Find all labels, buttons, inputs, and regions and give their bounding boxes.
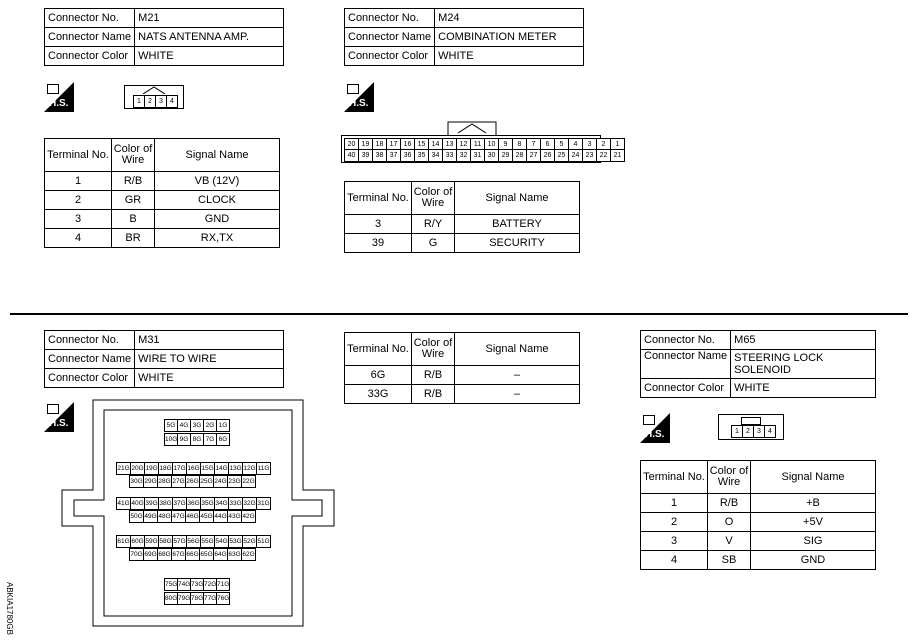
pin: 56G (186, 535, 201, 548)
m24-connector-info (344, 8, 584, 66)
signal-name-header: Signal Name (455, 333, 580, 366)
pin: 2G (203, 419, 217, 432)
pin: 53G (228, 535, 243, 548)
terminal-header: Terminal No. (45, 139, 112, 172)
pin: 38 (372, 149, 387, 162)
pin: 31G (256, 497, 271, 510)
connector-color: WHITE (135, 47, 284, 66)
pin: 75G (164, 578, 178, 591)
connector-key-icon (143, 86, 165, 94)
connector-key-icon (741, 417, 761, 425)
pin: 37G (172, 497, 187, 510)
pin: 14 (428, 138, 443, 151)
pin: 21G (116, 462, 131, 475)
pin: 6G (216, 433, 230, 446)
pin: 17 (386, 138, 401, 151)
connector-name-label: Connector Name (45, 350, 135, 369)
table-row: 4 SB GND (641, 551, 876, 570)
pin: 48G (157, 510, 172, 523)
connector-no-label: Connector No. (641, 331, 731, 350)
table-row: 3 V SIG (641, 532, 876, 551)
pin: 27 (526, 149, 541, 162)
pin: 1 (610, 138, 625, 151)
connector-color-label: Connector Color (45, 369, 135, 388)
pin: 5G (164, 419, 178, 432)
pin: 2 (742, 425, 754, 438)
pin: 23 (582, 149, 597, 162)
pin: 28 (512, 149, 527, 162)
hs-connector-icon: H.S. (344, 82, 374, 112)
m24-connector-face (340, 120, 622, 164)
connector-no-label: Connector No. (45, 9, 135, 28)
figure-code: ABKIA1780GB (5, 582, 14, 635)
m21-connector-face (124, 85, 184, 109)
pin: 16 (400, 138, 415, 151)
pin: 77G (203, 592, 217, 605)
connector-color-label: Connector Color (45, 47, 135, 66)
pin: 33 (442, 149, 457, 162)
connector-name: WIRE TO WIRE (135, 350, 284, 369)
terminal-header: Terminal No. (641, 461, 708, 494)
pin: 9G (177, 433, 191, 446)
pin: 39G (144, 497, 159, 510)
table-row: 6G R/B – (345, 366, 580, 385)
pin: 39 (358, 149, 373, 162)
pin: 25 (554, 149, 569, 162)
m21-terminal-table (44, 138, 280, 248)
connector-no: M31 (135, 331, 284, 350)
m24-terminal-table (344, 181, 580, 253)
pin: 67G (171, 548, 186, 561)
pin: 32G (242, 497, 257, 510)
pin: 15G (200, 462, 215, 475)
wire-color-header: Color of Wire (412, 333, 455, 366)
pin: 33G (228, 497, 243, 510)
pin: 68G (157, 548, 172, 561)
pin: 3 (753, 425, 765, 438)
pin: 12G (242, 462, 257, 475)
pin: 42G (241, 510, 256, 523)
pin: 47G (171, 510, 186, 523)
signal-name-header: Signal Name (751, 461, 876, 494)
pin: 1G (216, 419, 230, 432)
pin: 64G (213, 548, 228, 561)
m31-connector-info (44, 330, 284, 388)
connector-no-label: Connector No. (45, 331, 135, 350)
connector-color-label: Connector Color (641, 379, 731, 398)
pin: 70G (129, 548, 144, 561)
connector-name: COMBINATION METER (435, 28, 584, 47)
connector-color: WHITE (731, 379, 876, 398)
pin: 5 (554, 138, 569, 151)
pin: 36 (400, 149, 415, 162)
pin: 43G (227, 510, 242, 523)
pin: 29G (143, 475, 158, 488)
pin: 63G (227, 548, 242, 561)
pin: 24G (213, 475, 228, 488)
connector-no: M65 (731, 331, 876, 350)
pin: 24 (568, 149, 583, 162)
pin: 31 (470, 149, 485, 162)
pin: 8G (190, 433, 204, 446)
pin: 6 (540, 138, 555, 151)
pin: 18G (158, 462, 173, 475)
table-row: 3 B GND (45, 210, 280, 229)
pin: 51G (256, 535, 271, 548)
wire-color-header: Color of Wire (112, 139, 155, 172)
pin: 4 (764, 425, 776, 438)
connector-name-label: Connector Name (641, 350, 731, 379)
pin: 1 (731, 425, 743, 438)
pin: 26G (185, 475, 200, 488)
m65-connector-info (640, 330, 876, 398)
pin: 15 (414, 138, 429, 151)
pin: 19G (144, 462, 159, 475)
pin: 29 (498, 149, 513, 162)
pin: 22G (241, 475, 256, 488)
m65-connector-face (718, 414, 784, 440)
pin: 72G (203, 578, 217, 591)
connector-color: WHITE (435, 47, 584, 66)
pin: 20G (130, 462, 145, 475)
pin: 7G (203, 433, 217, 446)
pin: 13G (228, 462, 243, 475)
pin: 59G (144, 535, 159, 548)
pin: 52G (242, 535, 257, 548)
connector-color: WHITE (135, 369, 284, 388)
pin: 49G (143, 510, 158, 523)
pin: 76G (216, 592, 230, 605)
connector-name: NATS ANTENNA AMP. (135, 28, 284, 47)
table-row: 2 O +5V (641, 513, 876, 532)
hs-connector-icon: H.S. (640, 413, 670, 443)
connector-name-label: Connector Name (345, 28, 435, 47)
pin: 7 (526, 138, 541, 151)
pin: 34G (214, 497, 229, 510)
section-divider (10, 313, 908, 315)
pin: 30G (129, 475, 144, 488)
pin: 78G (190, 592, 204, 605)
pin: 61G (116, 535, 131, 548)
pin: 27G (171, 475, 186, 488)
pin: 46G (185, 510, 200, 523)
table-row: 33G R/B – (345, 385, 580, 404)
table-row: 4 BR RX,TX (45, 229, 280, 248)
pin: 54G (214, 535, 229, 548)
pin: 58G (158, 535, 173, 548)
pin: 69G (143, 548, 158, 561)
pin: 4 (568, 138, 583, 151)
table-row: 1 R/B +B (641, 494, 876, 513)
connector-color-label: Connector Color (345, 47, 435, 66)
pin: 65G (199, 548, 214, 561)
wire-color-header: Color of Wire (412, 182, 455, 215)
connector-name: STEERING LOCK SOLENOID (731, 350, 876, 379)
pin: 9 (498, 138, 513, 151)
wire-color-header: Color of Wire (708, 461, 751, 494)
pin: 3G (190, 419, 204, 432)
pin: 80G (164, 592, 178, 605)
pin: 34 (428, 149, 443, 162)
connector-no-label: Connector No. (345, 9, 435, 28)
connector-no: M21 (135, 9, 284, 28)
pin: 2 (596, 138, 611, 151)
pin: 79G (177, 592, 191, 605)
pin: 50G (129, 510, 144, 523)
pin: 73G (190, 578, 204, 591)
pin: 74G (177, 578, 191, 591)
pin: 36G (186, 497, 201, 510)
table-row: 3 R/Y BATTERY (345, 215, 580, 234)
pin: 16G (186, 462, 201, 475)
pin: 3 (155, 95, 167, 108)
pin: 30 (484, 149, 499, 162)
table-row: 1 R/B VB (12V) (45, 172, 280, 191)
pin: 22 (596, 149, 611, 162)
connector-no: M24 (435, 9, 584, 28)
m21-connector-info (44, 8, 284, 66)
pin: 35G (200, 497, 215, 510)
pin: 8 (512, 138, 527, 151)
pin: 60G (130, 535, 145, 548)
pin: 13 (442, 138, 457, 151)
pin: 25G (199, 475, 214, 488)
hs-connector-icon: H.S. (44, 402, 74, 432)
pin: 11 (470, 138, 485, 151)
pin: 3 (582, 138, 597, 151)
pin: 57G (172, 535, 187, 548)
pin: 62G (241, 548, 256, 561)
signal-name-header: Signal Name (155, 139, 280, 172)
pin: 18 (372, 138, 387, 151)
m65-terminal-table (640, 460, 876, 570)
pin: 32 (456, 149, 471, 162)
pin: 44G (213, 510, 228, 523)
pin: 41G (116, 497, 131, 510)
pin: 2 (144, 95, 156, 108)
pin: 28G (157, 475, 172, 488)
pin: 12 (456, 138, 471, 151)
pin: 4 (166, 95, 178, 108)
pin: 23G (227, 475, 242, 488)
pin: 71G (216, 578, 230, 591)
pin: 10 (484, 138, 499, 151)
pin: 26 (540, 149, 555, 162)
pin: 21 (610, 149, 625, 162)
pin: 55G (200, 535, 215, 548)
pin: 11G (256, 462, 271, 475)
pin: 17G (172, 462, 187, 475)
pin: 20 (344, 138, 359, 151)
pin: 37 (386, 149, 401, 162)
terminal-header: Terminal No. (345, 333, 412, 366)
pin: 38G (158, 497, 173, 510)
pin: 1 (133, 95, 145, 108)
pin: 14G (214, 462, 229, 475)
pin: 4G (177, 419, 191, 432)
terminal-header: Terminal No. (345, 182, 412, 215)
pin: 10G (164, 433, 178, 446)
table-row: 39 G SECURITY (345, 234, 580, 253)
hs-connector-icon: H.S. (44, 82, 74, 112)
connector-name-label: Connector Name (45, 28, 135, 47)
pin: 19 (358, 138, 373, 151)
pin: 35 (414, 149, 429, 162)
table-row: 2 GR CLOCK (45, 191, 280, 210)
pin: 45G (199, 510, 214, 523)
pin: 40G (130, 497, 145, 510)
pin: 66G (185, 548, 200, 561)
m31-terminal-table (344, 332, 580, 404)
signal-name-header: Signal Name (455, 182, 580, 215)
pin: 40 (344, 149, 359, 162)
